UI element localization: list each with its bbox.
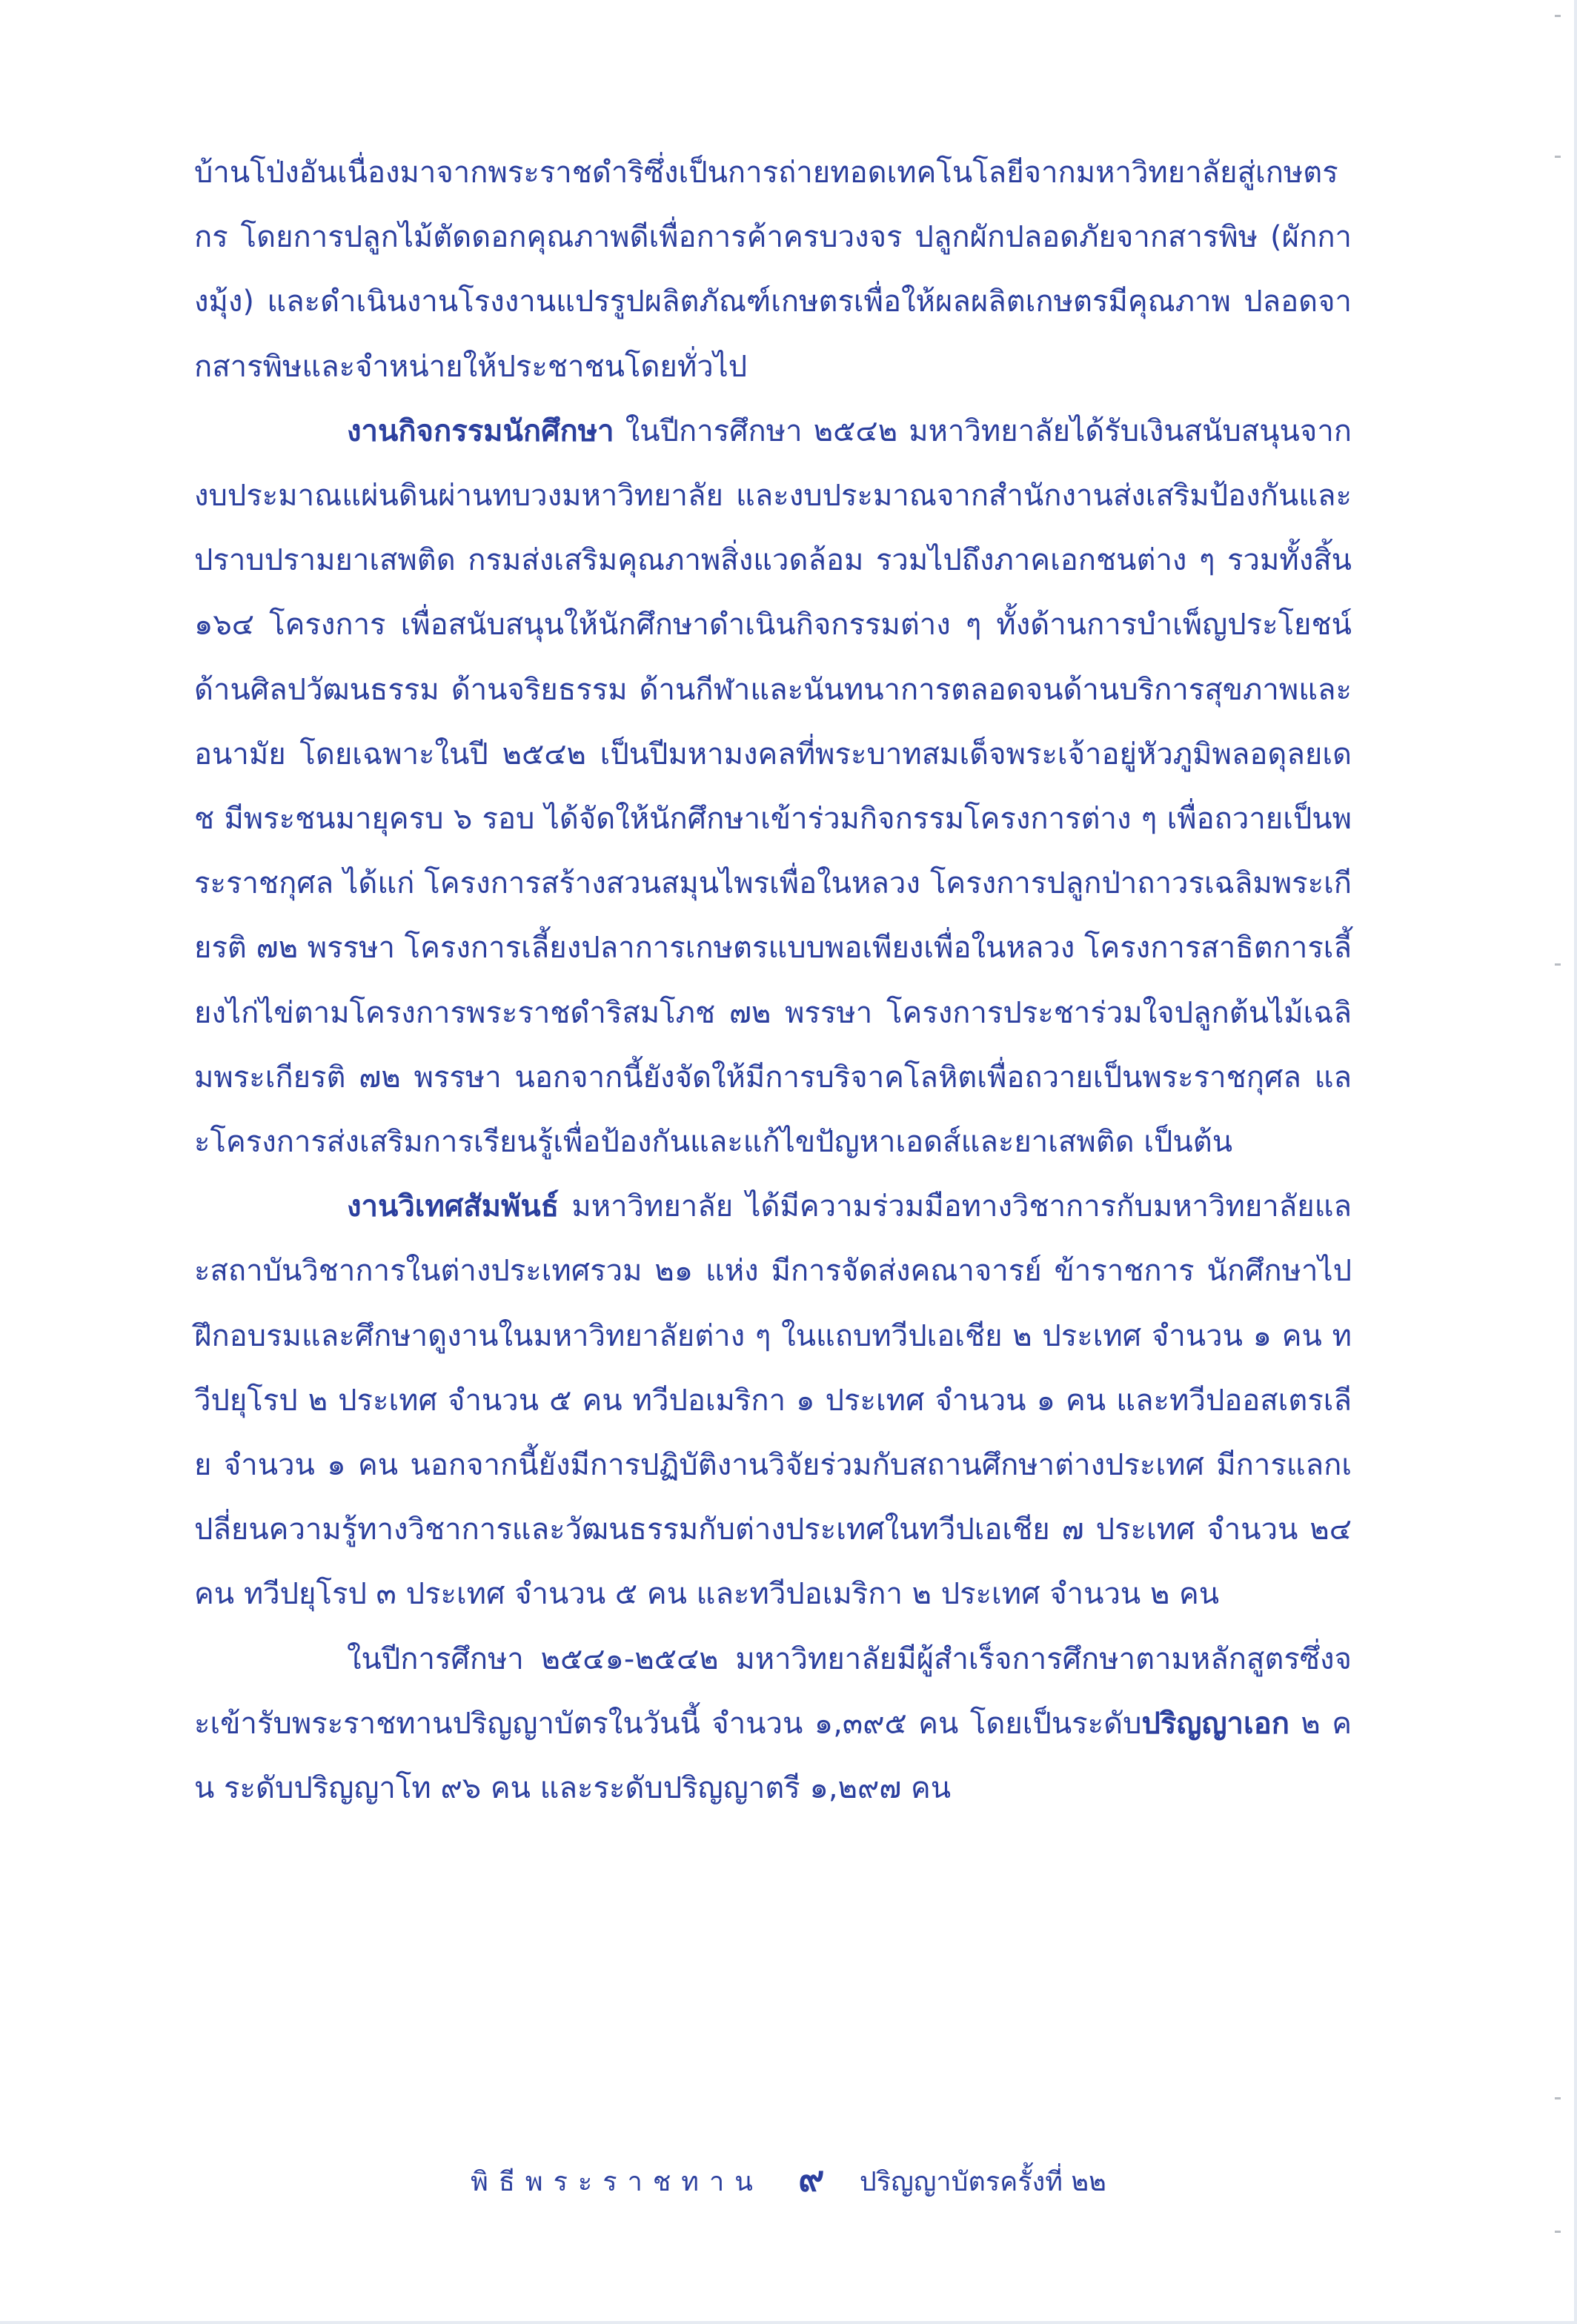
paragraph-text: มหาวิทยาลัย ได้มีความร่วมมือทางวิชาการกับมหาวิทยาลัยและสถาบันวิชาการในต่างประเทศรวม ๒๑ แห่ง มีการจัดส่งคณาจารย์ ข้าราชการ นักศึกษาไปฝึกอบรมและศึกษาดูงานในมหาวิทยาลัยต่าง ๆ ในแถบทวีปเอเชีย ๒ ประเทศ จำนวน ๑ คน ทวีปยุโรป ๒ ประเทศ จำนวน ๕ คน ทวีปอเมริกา ๑ ประเทศ จำนวน ๑ คน และทวีปออสเตรเลีย จำนวน ๑ คน นอกจากนี้ยังมีการปฏิบัติงานวิจัยร่วมกับสถานศึกษาต่างประเทศ มีการแลกเปลี่ยนความรู้ทางวิชาการและวัฒนธรรมกับต่างประเทศในทวีปเอเชีย ๗ ประเทศ จำนวน ๒๔ คน ทวีปยุโรป ๓ ประเทศ จำนวน ๕ คน และทวีปอเมริกา ๒ ประเทศ จำนวน ๒ คน	[194, 1189, 1352, 1612]
scan-edge-mark	[1555, 2097, 1561, 2099]
footer-ceremony-label: พิธีพระราชทาน	[471, 2167, 763, 2197]
scan-edge-mark	[1555, 156, 1561, 158]
scan-edge-mark	[1555, 2231, 1561, 2233]
scan-edge-mark	[1555, 963, 1561, 966]
page-footer	[0, 2157, 1577, 2205]
paragraph	[194, 399, 1352, 1175]
page-number: ๙	[798, 2158, 825, 2200]
paragraph-text: บ้านโป่งอันเนื่องมาจากพระราชดำริซึ่งเป็นการถ่ายทอดเทคโนโลยีจากมหาวิทยาลัยสู่เกษตรกร โดยการปลูกไม้ตัดดอกคุณภาพดีเพื่อการค้าครบวงจร ปลูกผักปลอดภัยจากสารพิษ (ผักกางมุ้ง) และดำเนินงานโรงงานแปรรูปผลิตภัณฑ์เกษตรเพื่อให้ผลผลิตเกษตรมีคุณภาพ ปลอดจากสารพิษและจำหน่ายให้ประชาชนโดยทั่วไป	[194, 156, 1352, 384]
paragraph-text: ในปีการศึกษา ๒๕๔๒ มหาวิทยาลัยได้รับเงินสนับสนุนจากงบประมาณแผ่นดินผ่านทบวงมหาวิทยาลัย และงบประมาณจากสำนักงานส่งเสริมป้องกันและปราบปรามยาเสพติด กรมส่งเสริมคุณภาพสิ่งแวดล้อม รวมไปถึงภาคเอกชนต่าง ๆ รวมทั้งสิ้น ๑๖๔ โครงการ เพื่อสนับสนุนให้นักศึกษาดำเนินกิจกรรมต่าง ๆ ทั้งด้านการบำเพ็ญประโยชน์ ด้านศิลปวัฒนธรรม ด้านจริยธรรม ด้านกีฬาและนันทนาการตลอดจนด้านบริการสุขภาพและอนามัย โดยเฉพาะในปี ๒๕๔๒ เป็นปีมหามงคลที่พระบาทสมเด็จพระเจ้าอยู่หัวภูมิพลอดุลยเดช มีพระชนมายุครบ ๖ รอบ ได้จัดให้นักศึกษาเข้าร่วมกิจกรรมโครงการต่าง ๆ เพื่อถวายเป็นพระราชกุศล ได้แก่ โครงการสร้างสวนสมุนไพรเพื่อในหลวง โครงการปลูกป่าถาวรเฉลิมพระเกียรติ ๗๒ พรรษา โครงการเลี้ยงปลาการเกษตรแบบพอเพียงเพื่อในหลวง โครงการสาธิตการเลี้ยงไก่ไข่ตามโครงการพระราชดำริสมโภช ๗๒ พรรษา โครงการประชาร่วมใจปลูกต้นไม้เฉลิมพระเกียรติ ๗๒ พรรษา นอกจากนี้ยังจัดให้มีการบริจาคโลหิตเพื่อถวายเป็นพระราชกุศล และโครงการส่งเสริมการเรียนรู้เพื่อป้องกันและแก้ไขปัญหาเอดส์และยาเสพติด เป็นต้น	[194, 414, 1352, 1160]
section-heading: ปริญญาเอก	[1141, 1706, 1289, 1741]
section-heading: งานวิเทศสัมพันธ์	[347, 1189, 560, 1224]
scan-edge-mark	[1555, 15, 1561, 17]
paragraph-text: ๒ คน ระดับปริญญาโท ๙๖ คน และระดับปริญญาตรี ๑,๒๙๗ คน	[194, 1706, 1352, 1806]
paragraph	[194, 1627, 1352, 1822]
paragraph	[194, 141, 1352, 399]
document-body	[194, 141, 1352, 1821]
footer-graduation-label: ปริญญาบัตรครั้งที่ ๒๒	[859, 2167, 1106, 2197]
paragraph	[194, 1175, 1352, 1627]
section-heading: งานกิจกรรมนักศึกษา	[347, 414, 614, 448]
paragraph-text: ในปีการศึกษา ๒๕๔๑-๒๕๔๒ มหาวิทยาลัยมีผู้สำเร็จการศึกษาตามหลักสูตรซึ่งจะเข้ารับพระราชทานปริญญาบัตรในวันนี้ จำนวน ๑,๓๙๕ คน โดยเป็นระดับ	[194, 1641, 1352, 1741]
